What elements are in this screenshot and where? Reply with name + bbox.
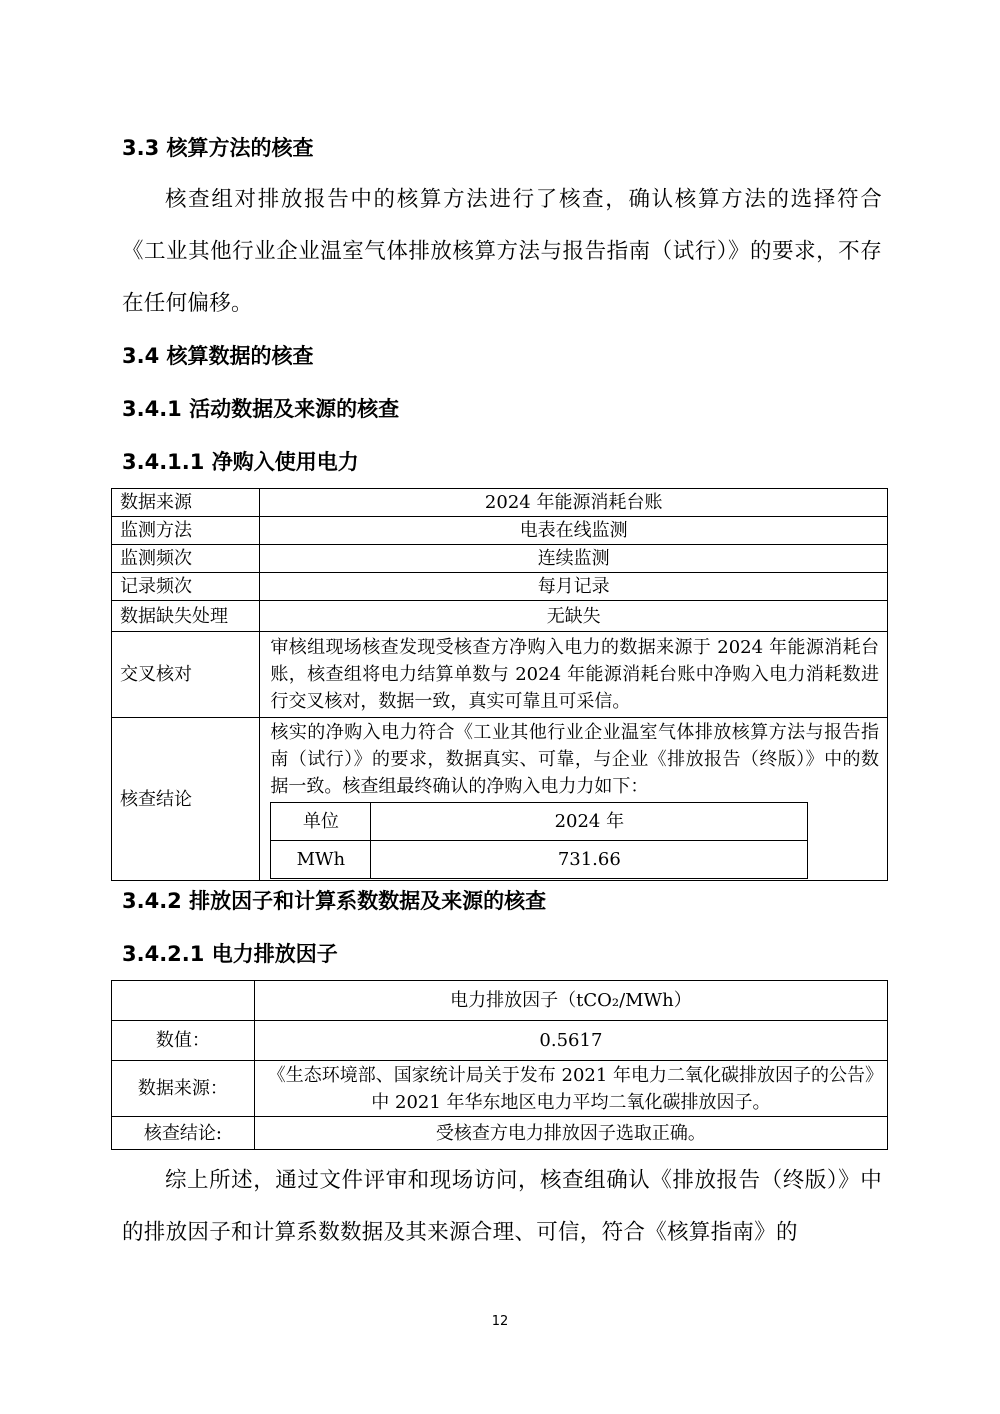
row-value: 2024 年能源消耗台账 <box>260 489 888 517</box>
row-value: 电表在线监测 <box>260 517 888 545</box>
section-heading-3-4-2: 3.4.2 排放因子和计算系数数据及来源的核查 <box>122 889 547 913</box>
row-label: 核查结论 <box>112 718 260 881</box>
table-row <box>112 1117 888 1150</box>
table-row <box>271 803 808 841</box>
row-label: 监测频次 <box>112 545 260 573</box>
table-row <box>112 1061 888 1117</box>
row-label: 数据来源： <box>112 1061 255 1117</box>
table-row <box>112 545 888 573</box>
row-label: 数据来源 <box>112 489 260 517</box>
section-heading-3-4-1: 3.4.1 活动数据及来源的核查 <box>122 397 400 421</box>
emission-factor-table <box>111 980 888 1150</box>
electricity-result-table <box>270 802 808 879</box>
table-row <box>112 601 888 632</box>
conclusion-cell <box>260 718 888 881</box>
section-3-3-paragraph: 核查组对排放报告中的核算方法进行了核查，确认核算方法的选择符合《工业其他行业企业温室气体排放核算方法与报告指南（试行）》的要求，不存在任何偏移。 <box>122 187 882 316</box>
row-label: 数据缺失处理 <box>112 601 260 632</box>
table-row <box>112 489 888 517</box>
table-header: 电力排放因子（tCO₂/MWh） <box>254 981 887 1021</box>
table-header: 2024 年 <box>371 803 808 841</box>
table-cell: MWh <box>271 841 371 879</box>
table-cell: 731.66 <box>371 841 808 879</box>
table-row <box>112 632 888 718</box>
row-value: 受核查方电力排放因子选取正确。 <box>254 1117 887 1150</box>
table-row <box>112 718 888 881</box>
row-label: 监测方法 <box>112 517 260 545</box>
row-value: 0.5617 <box>254 1021 887 1061</box>
row-label: 交叉核对 <box>112 632 260 718</box>
empty-cell <box>112 981 255 1021</box>
row-value: 每月记录 <box>260 573 888 601</box>
row-value: 无缺失 <box>260 601 888 632</box>
table-header: 单位 <box>271 803 371 841</box>
section-heading-3-4-2-1: 3.4.2.1 电力排放因子 <box>122 942 338 966</box>
table-row <box>271 841 808 879</box>
section-heading-3-4-1-1: 3.4.1.1 净购入使用电力 <box>122 450 359 474</box>
cross-check-text: 审核组现场核查发现受核查方净购入电力的数据来源于 2024 年能源消耗台账，核查组将电力结算单数与 2024 年能源消耗台账中净购入电力消耗数进行交叉核对，数据一致，真实可靠且可采信。 <box>260 632 888 718</box>
section-heading-3-3: 3.3 核算方法的核查 <box>122 136 314 160</box>
row-value: 《生态环境部、国家统计局关于发布 2021 年电力二氧化碳排放因子的公告》中 2021 年华东地区电力平均二氧化碳排放因子。 <box>254 1061 887 1117</box>
section-heading-3-4: 3.4 核算数据的核查 <box>122 344 314 368</box>
table-row <box>112 1021 888 1061</box>
page-number: 12 <box>491 1314 509 1329</box>
table-row <box>112 573 888 601</box>
conclusion-text: 核实的净购入电力符合《工业其他行业企业温室气体排放核算方法与报告指南（试行）》的要求，数据真实、可靠，与企业《排放报告（终版）》中的数据一致。核查组最终确认的净购入电力力如下： <box>270 722 879 797</box>
table-row <box>112 981 888 1021</box>
summary-paragraph: 综上所述，通过文件评审和现场访问，核查组确认《排放报告（终版）》中的排放因子和计算系数数据及其来源合理、可信，符合《核算指南》的 <box>122 1168 882 1245</box>
row-value: 连续监测 <box>260 545 888 573</box>
row-label: 核查结论: <box>112 1117 255 1150</box>
row-label: 数值： <box>112 1021 255 1061</box>
table-row <box>112 517 888 545</box>
electricity-activity-table <box>111 488 888 881</box>
row-label: 记录频次 <box>112 573 260 601</box>
